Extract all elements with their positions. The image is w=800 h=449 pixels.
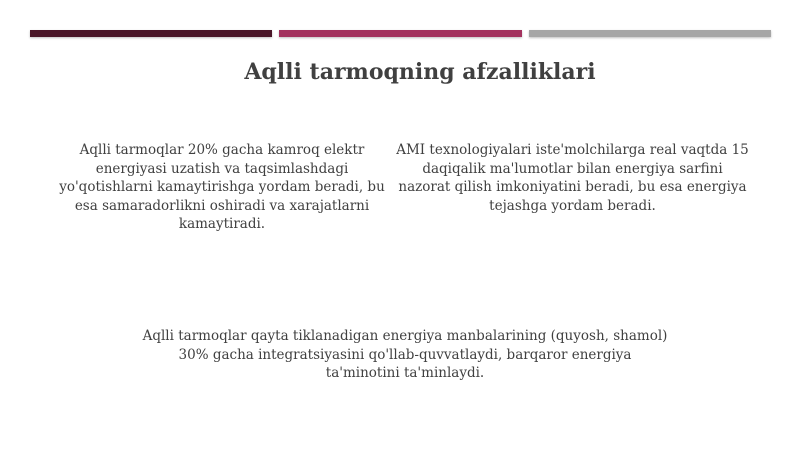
text-block-right: AMI texnologiyalari iste'molchilarga real vaqtda 15 daqiqalik ma'lumotlar bilan energiya sarfini nazorat qilish imkoniyatini beradi, bu esa energiya tejashga yordam beradi. [396,142,749,214]
header-bar-gray [529,30,771,37]
slide-title: Aqlli tarmoqning afzalliklari [244,59,596,85]
text-block-bottom: Aqlli tarmoqlar qayta tiklanadigan energiya manbalarining (quyosh, shamol) 30% gacha integratsiyasini qo'llab-quvvatlaydi, barqaror energiya ta'minotini ta'minlaydi. [142,328,668,381]
header-bar-dark [30,30,272,37]
header-bar-magenta [279,30,522,37]
text-block-left: Aqlli tarmoqlar 20% gacha kamroq elektr energiyasi uzatish va taqsimlashdagi yo'qotishlarni kamaytirishga yordam beradi, bu esa samaradorlikni oshiradi va xarajatlarni kamaytiradi. [59,142,385,232]
